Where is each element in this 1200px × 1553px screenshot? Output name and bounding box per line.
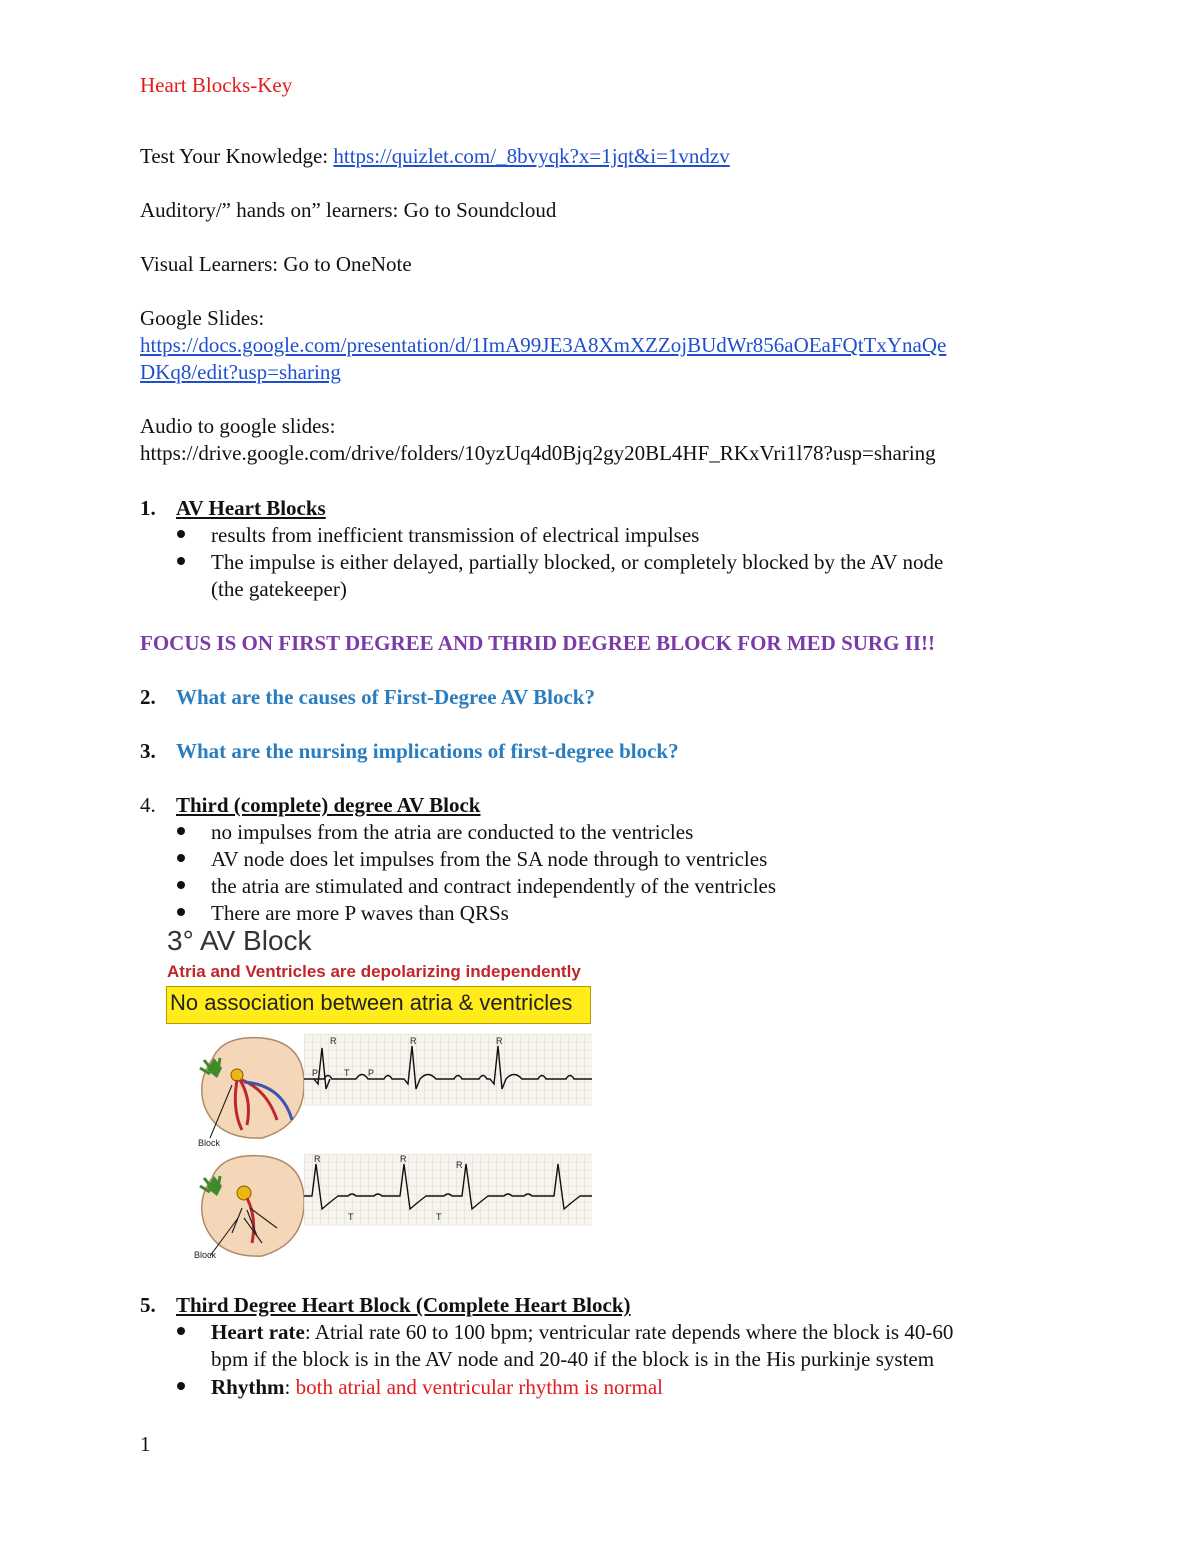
section-4-heading: Third (complete) degree AV Block — [176, 793, 481, 817]
rhythm-text: both atrial and ventricular rhythm is normal — [295, 1375, 664, 1399]
section-4-number: 4. — [140, 793, 156, 817]
heart-rate-label: Heart rate — [211, 1320, 305, 1344]
figure-box-text: No association between atria & ventricles — [170, 990, 573, 1015]
figure-title: 3° AV Block — [167, 925, 312, 956]
section-2-question: What are the causes of First-Degree AV Block? — [176, 685, 595, 709]
bullet-icon — [177, 530, 185, 538]
ecg-t-label: T — [344, 1068, 350, 1078]
section-5-heading: Third Degree Heart Block (Complete Heart Block) — [176, 1293, 631, 1317]
visual-line: Visual Learners: Go to OneNote — [140, 252, 412, 276]
section-2-number: 2. — [140, 685, 156, 709]
audio-url: https://drive.google.com/drive/folders/10yzUq4d0Bjq2gy20BL4HF_RKxVri1l78?usp=sharing — [140, 441, 936, 465]
ecg-r-label: R — [314, 1154, 321, 1164]
section-1-heading: AV Heart Blocks — [176, 496, 326, 520]
block-label-bottom: Block — [194, 1250, 217, 1260]
document-title: Heart Blocks-Key — [140, 73, 293, 97]
focus-note: FOCUS IS ON FIRST DEGREE AND THRID DEGREE BLOCK FOR MED SURG II!! — [140, 631, 936, 655]
google-slides-link-2[interactable]: DKq8/edit?usp=sharing — [140, 360, 341, 384]
ecg-p-label: P — [312, 1068, 319, 1078]
ecg-r-label: R — [456, 1160, 463, 1170]
section-1-bullet-2: The impulse is either delayed, partially blocked, or completely blocked by the AV node — [211, 550, 944, 574]
bullet-icon — [177, 557, 185, 565]
rhythm-line — [211, 1374, 663, 1401]
ecg-r-label: R — [496, 1036, 503, 1046]
section-3-question: What are the nursing implications of first-degree block? — [176, 739, 679, 763]
bullet-icon — [177, 854, 185, 862]
section-5-number: 5. — [140, 1293, 156, 1317]
ecg-p-label: P — [368, 1068, 375, 1078]
heart-rate-line-2: bpm if the block is in the AV node and 20-40 if the block is in the His purkinje system — [211, 1347, 935, 1371]
section-1-bullet-2-cont: (the gatekeeper) — [211, 577, 347, 601]
bullet-icon — [177, 881, 185, 889]
heart-diagram-bottom — [192, 1148, 310, 1260]
figure-subtitle: Atria and Ventricles are depolarizing independently — [167, 962, 581, 981]
test-knowledge-line — [140, 143, 730, 170]
rhythm-label: Rhythm — [211, 1375, 285, 1399]
heart-rate-text: : Atrial rate 60 to 100 bpm; ventricular rate depends where the block is 40-60 — [304, 1320, 954, 1344]
heart-diagram-top — [192, 1030, 310, 1142]
section-3-number: 3. — [140, 739, 156, 763]
section-4-bullet-4: There are more P waves than QRSs — [211, 901, 509, 925]
auditory-line: Auditory/” hands on” learners: Go to Soundcloud — [140, 198, 557, 222]
section-4-bullet-2: AV node does let impulses from the SA node through to ventricles — [211, 847, 768, 871]
audio-label: Audio to google slides: — [140, 414, 336, 438]
section-4-bullet-1: no impulses from the atria are conducted to the ventricles — [211, 820, 694, 844]
google-slides-link-1[interactable]: https://docs.google.com/presentation/d/1ImA99JE3A8XmXZZojBUdWr856aOEaFQtTxYnaQe — [140, 333, 947, 357]
figure-highlight-box — [166, 986, 591, 1024]
block-label-top: Block — [198, 1138, 221, 1148]
google-slides-label: Google Slides: — [140, 306, 265, 330]
bullet-icon — [177, 827, 185, 835]
ecg-r-label: R — [330, 1036, 337, 1046]
page-number: 1 — [140, 1432, 151, 1456]
bullet-icon — [177, 1327, 185, 1335]
section-4-bullet-3: the atria are stimulated and contract independently of the ventricles — [211, 874, 777, 898]
section-1-number: 1. — [140, 496, 156, 520]
bullet-icon — [177, 1382, 185, 1390]
heart-rate-line — [211, 1319, 953, 1346]
rhythm-colon: : — [284, 1375, 296, 1399]
ecg-r-label: R — [400, 1154, 407, 1164]
ecg-t-label: T — [436, 1212, 442, 1222]
ecg-r-label: R — [410, 1036, 417, 1046]
test-knowledge-label: Test Your Knowledge: — [140, 144, 334, 168]
quizlet-link[interactable]: https://quizlet.com/_8bvyqk?x=1jqt&i=1vndzv — [333, 144, 730, 168]
section-1-bullet-1: results from inefficient transmission of electrical impulses — [211, 523, 700, 547]
bullet-icon — [177, 908, 185, 916]
ecg-t-label: T — [348, 1212, 354, 1222]
